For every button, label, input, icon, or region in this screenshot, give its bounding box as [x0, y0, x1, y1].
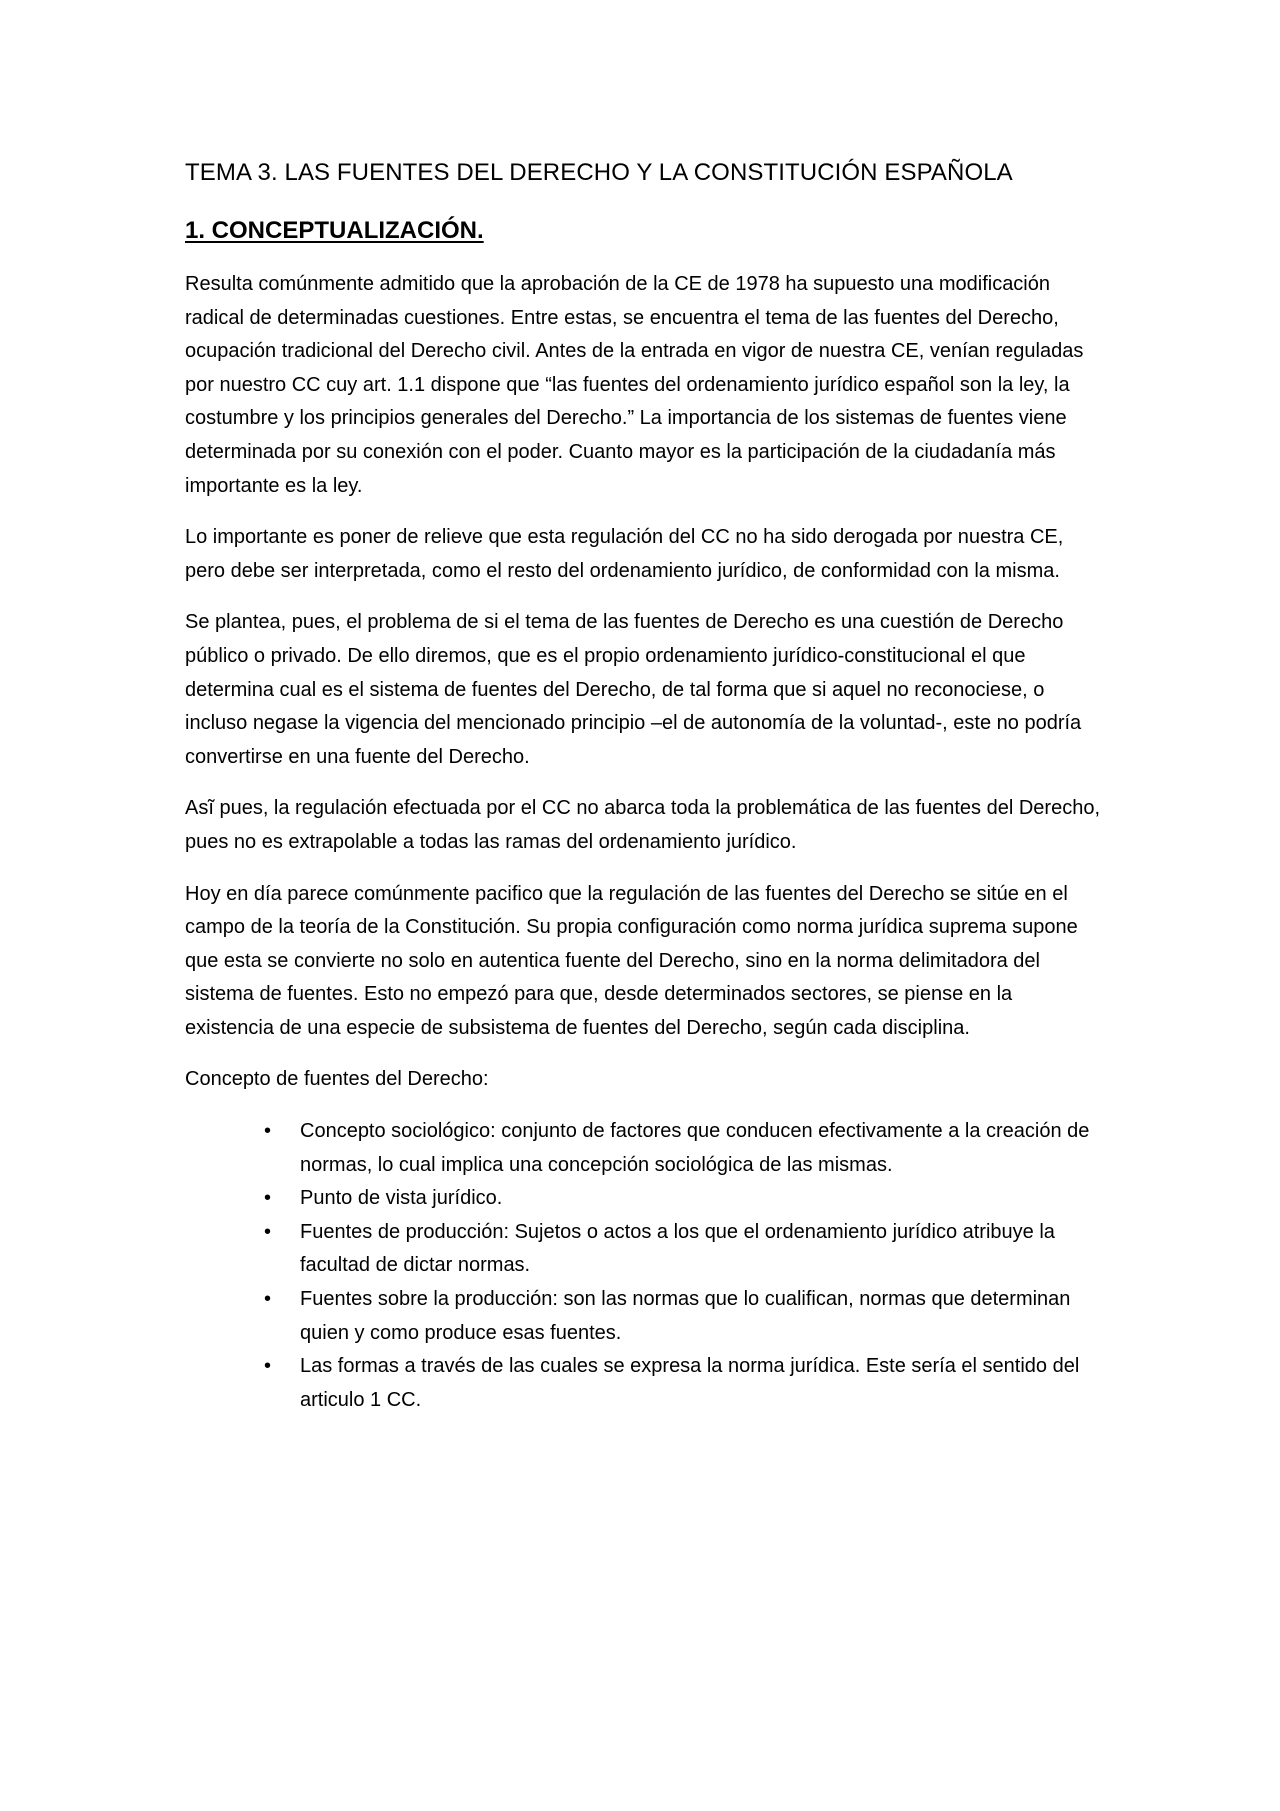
list-item [264, 1115, 1105, 1182]
bullet-icon: • [264, 1187, 272, 1210]
bullet-icon: • [264, 1120, 272, 1143]
paragraph-regulation: Lo importante es poner de relieve que esta regulación del CC no ha sido derogada por nuestra CE, pero debe ser interpretada, como el resto del ordenamiento jurídico, de conformidad con la misma. [185, 526, 1064, 582]
list-item-text: Fuentes sobre la producción: son las normas que lo cualifican, normas que determinan quien y como produce esas fuentes. [300, 1288, 1071, 1344]
bullet-icon: • [264, 1355, 272, 1378]
bullet-icon: • [264, 1220, 272, 1243]
list-item-text: Las formas a través de las cuales se expresa la norma jurídica. Este sería el sentido del articulo 1 CC. [300, 1355, 1080, 1411]
paragraph-intro: Resulta comúnmente admitido que la aprobación de la CE de 1978 ha supuesto una modificación radical de determinadas cuestiones. Entre estas, se encuentra el tema de las fuentes del Derecho, ocupación tradicional del Derecho civil. Antes de la entrada en vigor de nuestra CE, venían reguladas por nuestro CC cuy art. 1.1 dispone que “las fuentes del ordenamiento jurídico español son la ley, la costumbre y los principios generales del Derecho.” La importancia de los sistemas de fuentes viene determinada por su conexión con el poder. Cuanto mayor es la participación de la ciudadanía más importante es la ley. [185, 273, 1084, 497]
list-item [264, 1216, 1105, 1283]
list-item [264, 1182, 1105, 1216]
paragraph-constitution-theory: Hoy en día parece comúnmente pacifico que la regulación de las fuentes del Derecho se sitúe en el campo de la teoría de la Constitución. Su propia configuración como norma jurídica suprema supone que esta se convierte no solo en autentica fuente del Derecho, sino en la norma delimitadora del sistema de fuentes. Esto no empezó para que, desde determinados sectores, se piense en la existencia de una especie de subsistema de fuentes del Derecho, según cada disciplina. [185, 882, 1078, 1039]
list-item [264, 1283, 1105, 1350]
list-item [264, 1350, 1105, 1417]
paragraph-cc-scope: Asĩ pues, la regulación efectuada por el CC no abarca toda la problemática de las fuentes del Derecho, pues no es extrapolable a todas las ramas del ordenamiento jurídico. [185, 797, 1100, 853]
bullet-icon: • [264, 1288, 272, 1311]
paragraph-concept-intro: Concepto de fuentes del Derecho: [185, 1068, 489, 1091]
paragraph-public-private: Se plantea, pues, el problema de si el tema de las fuentes de Derecho es una cuestión de Derecho público o privado. De ello diremos, que es el propio ordenamiento jurídico-constitucional el que determina cual es el sistema de fuentes del Derecho, de tal forma que si aquel no reconociese, o incluso negase la vigencia del mencionado principio –el de autonomía de la voluntad-, este no podría convertirse en una fuente del Derecho. [185, 611, 1082, 768]
list-item-text: Fuentes de producción: Sujetos o actos a los que el ordenamiento jurídico atribuye la facultad de dictar normas. [300, 1220, 1055, 1277]
list-item-text: Concepto sociológico: conjunto de factores que conducen efectivamente a la creación de normas, lo cual implica una concepción sociológica de las mismas. [300, 1120, 1090, 1176]
concept-list [185, 1115, 1105, 1417]
document-title: TEMA 3. LAS FUENTES DEL DERECHO Y LA CONSTITUCIÓN ESPAÑOLA [185, 159, 1013, 186]
section-heading: 1. CONCEPTUALIZACIÓN. [185, 217, 484, 244]
document-page [185, 158, 1105, 1417]
list-item-text: Punto de vista jurídico. [300, 1187, 503, 1210]
